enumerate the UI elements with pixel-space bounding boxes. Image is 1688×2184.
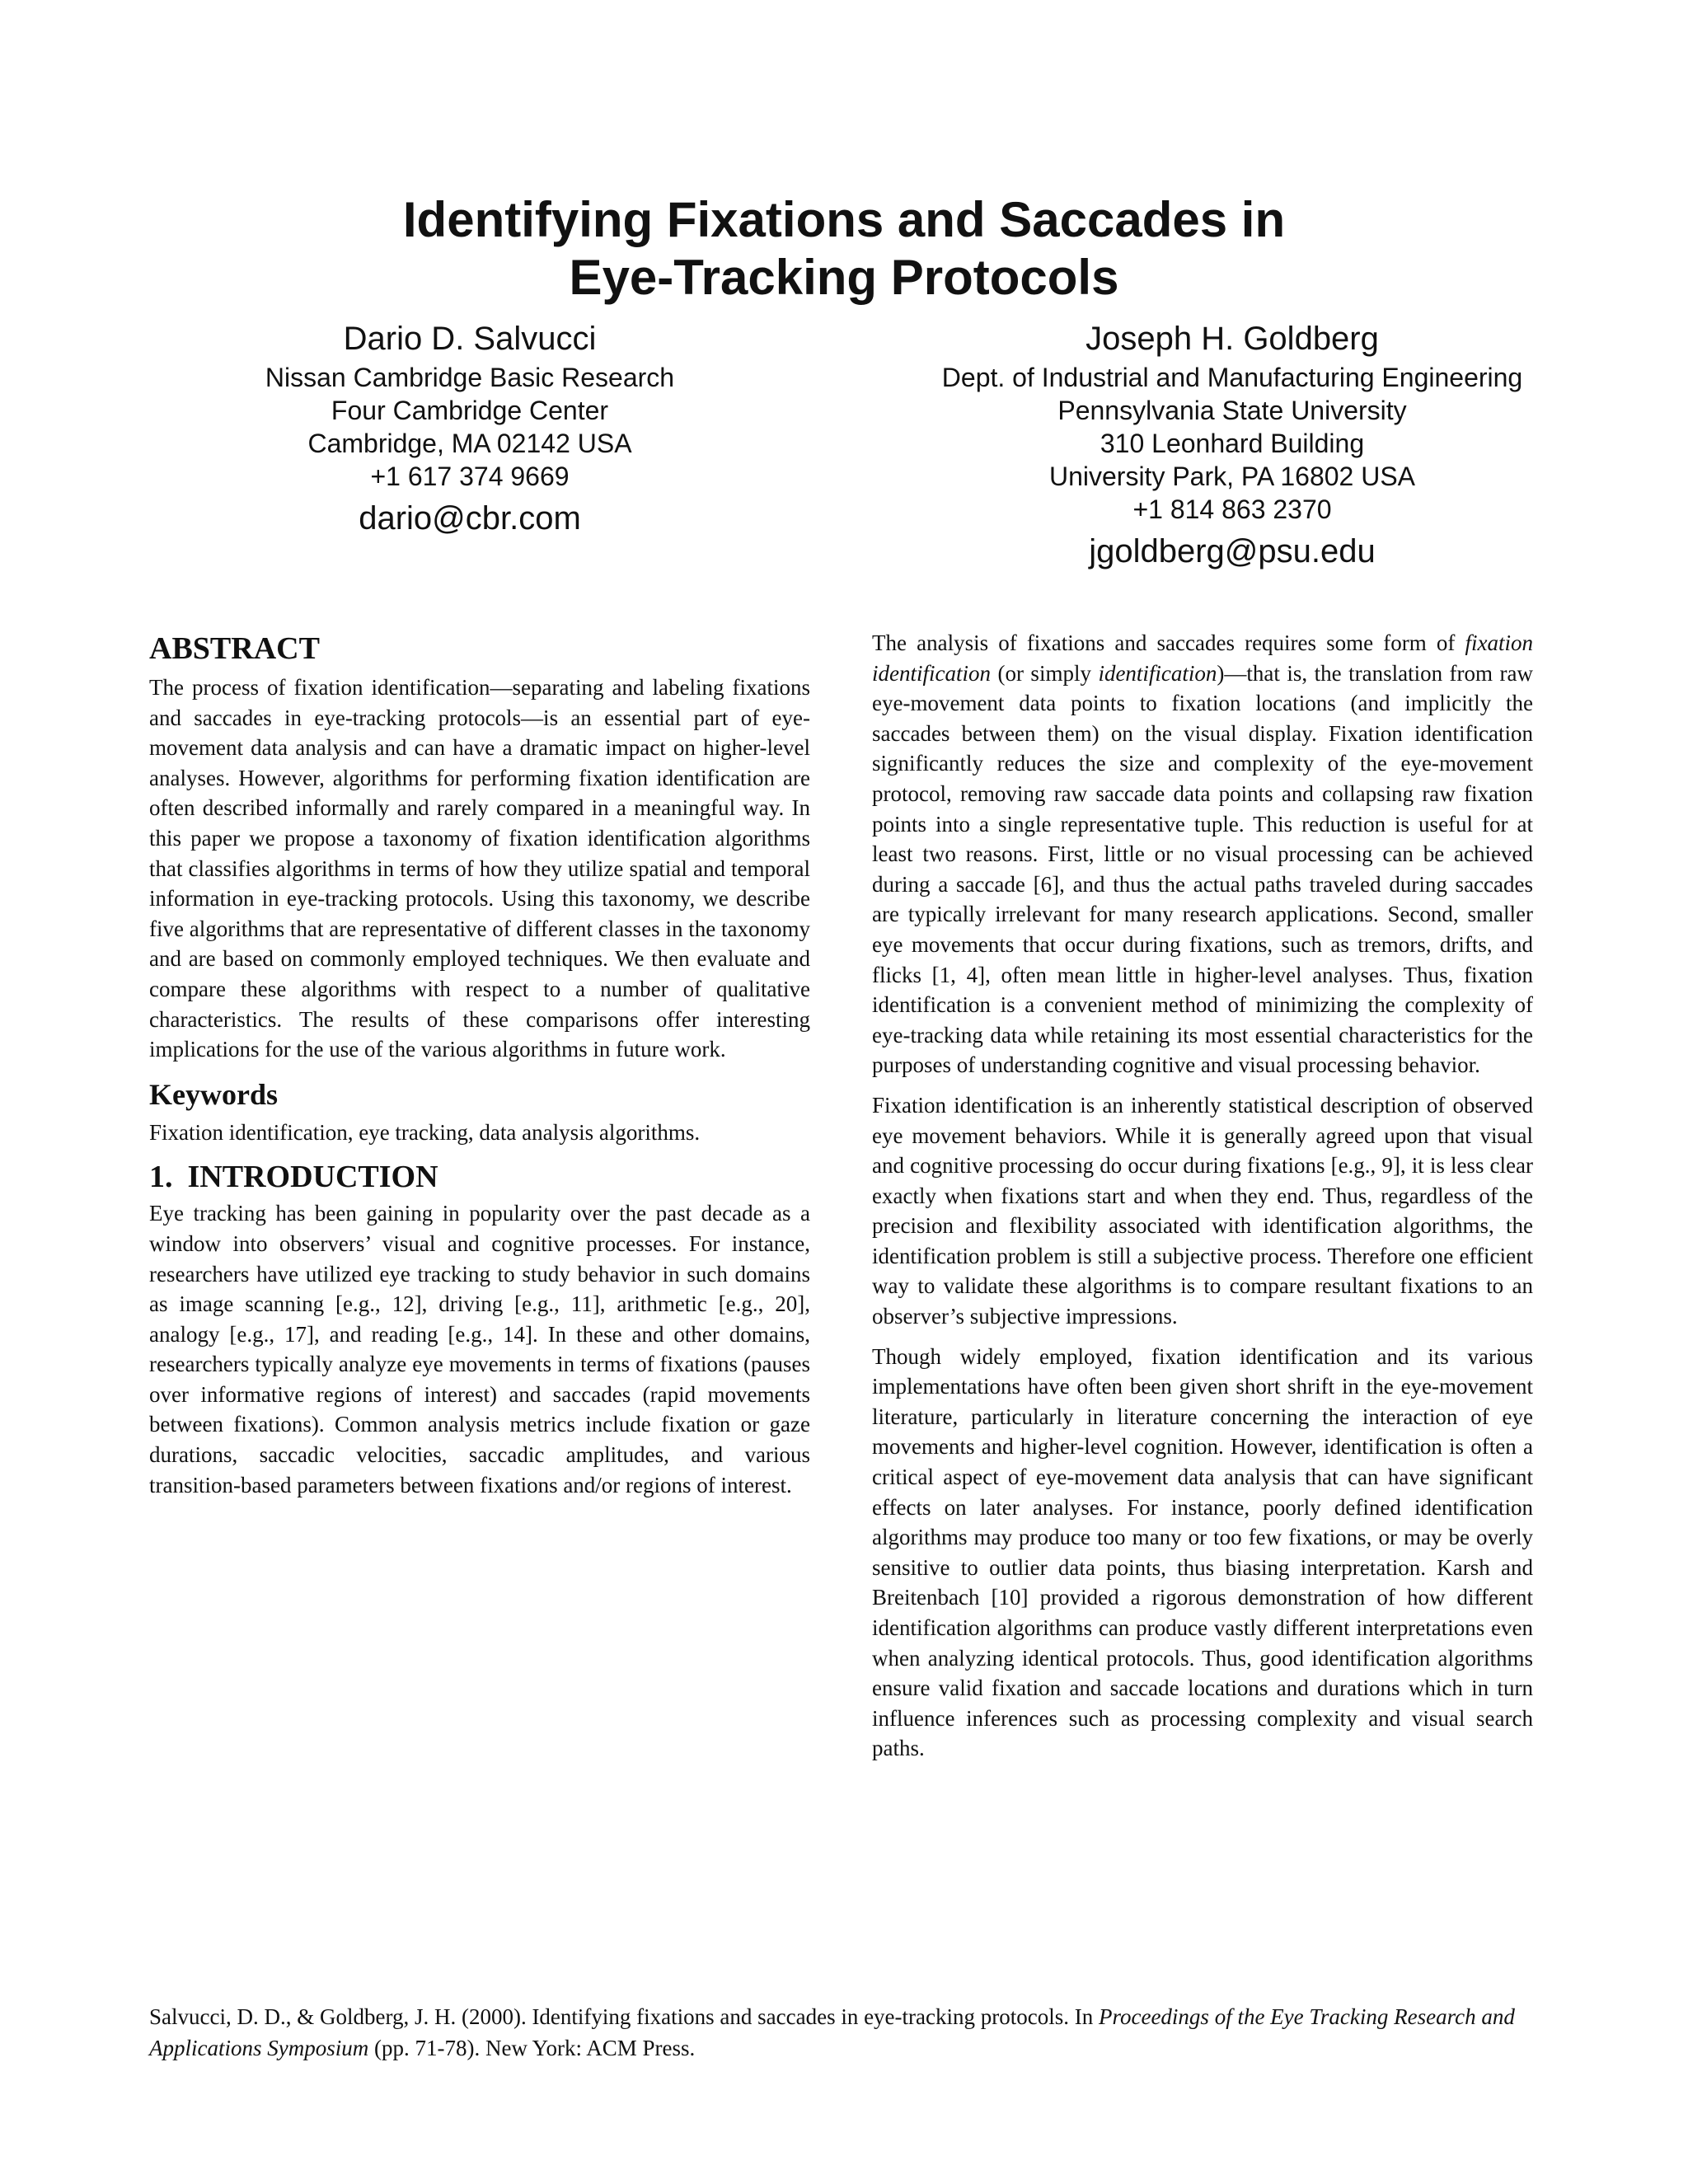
abstract-heading: ABSTRACT [149, 631, 320, 666]
author-affiliation-line: Pennsylvania State University [1057, 396, 1407, 425]
body-paragraph [872, 628, 1533, 1080]
author-phone: +1 814 863 2370 [1132, 494, 1332, 524]
keywords-text: Fixation identification, eye tracking, data analysis algorithms. [149, 1119, 701, 1145]
citation-text: (pp. 71-78). New York: ACM Press. [373, 2036, 696, 2060]
left-column [149, 628, 810, 1510]
paper-title [0, 191, 1688, 307]
author-affiliation-line: Four Cambridge Center [331, 396, 609, 425]
body-paragraph: Fixation identification is an inherently statistical description of observed eye movement behaviors. While it is generally agreed upon that visual and cognitive processing do occur during fixations [e.g., 9], it is less clear exactly when fixations start and when they end. Thus, regardless of the precision and flexibility associated with identification algorithms, the identification problem is still a subjective process. Therefore one efficient way to validate these algorithms is to compare resultant fixations to an observer’s subjective impressions. [872, 1092, 1533, 1329]
title-line-1: Identifying Fixations and Saccades in [402, 192, 1286, 247]
author-affiliation-line: Dept. of Industrial and Manufacturing Engineering [941, 363, 1523, 392]
paragraph-text: (or simply [997, 660, 1091, 686]
author-affiliation-line: Nissan Cambridge Basic Research [265, 363, 675, 392]
author-block-goldberg [861, 316, 1603, 572]
citation-text: Salvucci, D. D., & Goldberg, J. H. (2000). Identifying fixations and saccades in eye-tracking protocols. In [149, 2004, 1094, 2029]
title-line-2: Eye-Tracking Protocols [569, 250, 1119, 305]
author-affiliation-line: Cambridge, MA 02142 USA [307, 429, 632, 458]
author-affiliation-line: University Park, PA 16802 USA [1048, 462, 1416, 491]
author-block-salvucci [239, 316, 701, 539]
author-affiliation-line: 310 Leonhard Building [1100, 429, 1365, 458]
author-email: dario@cbr.com [359, 500, 581, 537]
author-name: Joseph H. Goldberg [1085, 321, 1379, 357]
abstract-text: The process of fixation identification—separating and labeling fixations and saccades in eye-tracking protocols—is an essential part of eye-movement data analysis and can have a dramatic impact on higher-level analyses. However, algorithms for performing fixation identification are often described informally and rarely compared in a meaningful way. In this paper we propose a taxonomy of fixation identification algorithms that classifies algorithms in terms of how they utilize spatial and temporal information in eye-tracking protocols. Using this taxonomy, we describe five algorithms that are representative of different classes in the taxonomy and are based on commonly employed techniques. We then evaluate and compare these algorithms with respect to a number of qualitative characteristics. The results of these comparisons offer interesting implications for the use of the various algorithms in future work. [149, 675, 810, 1062]
keywords-heading: Keywords [149, 1077, 278, 1111]
citation-footer [149, 2001, 1534, 2064]
citation-venue: Proceedings of the Eye Tracking Research and Applications Symposium [149, 2004, 1515, 2060]
author-email: jgoldberg@psu.edu [1089, 533, 1376, 569]
paragraph-text: The analysis of fixations and saccades requires some form of [872, 630, 1456, 655]
italic-term: fixation identification [872, 630, 1533, 686]
italic-term: identification [1098, 660, 1217, 686]
body-paragraph: Though widely employed, fixation identification and its various implementations have often been given short shrift in the eye-movement literature, particularly in literature concerning the interaction of eye movements and higher-level cognition. However, identification is often a critical aspect of eye-movement data analysis that can have significant effects on later analyses. For instance, poorly defined identification algorithms may produce too many or too few fixations, or may be overly sensitive to outlier data points, thus biasing interpretation. Karsh and Breitenbach [10] provided a rigorous demonstration of how different identification algorithms can produce vastly different interpretations even when analyzing identical protocols. Thus, good identification algorithms ensure valid fixation and saccade locations and durations which in turn influence inferences such as processing complexity and visual search paths. [872, 1343, 1533, 1761]
right-column [872, 628, 1533, 1774]
introduction-heading [149, 1157, 810, 1197]
paragraph-text: )—that is, the translation from raw eye-movement data points to fixation locations (and implicitly the saccades between them) on the visual display. Fixation identification significantly reduces the size and complexity of the eye-movement protocol, removing raw saccade data points and collapsing raw fixation points into a single representative tuple. This reduction is useful for at least two reasons. First, little or no visual processing can be achieved during a saccade [6], and thus the actual paths traveled during saccades are typically irrelevant for many research applications. Second, smaller eye movements that occur during fixations, such as tremors, drifts, and flicks [1, 4], often mean little in higher-level analyses. Thus, fixation identification is a convenient method of minimizing the complexity of eye-tracking data while retaining its most essential characteristics for the purposes of understanding cognitive and visual processing behavior. [872, 660, 1533, 1078]
section-title: INTRODUCTION [187, 1160, 438, 1195]
section-number: 1. [149, 1160, 173, 1195]
introduction-paragraph: Eye tracking has been gaining in popularity over the past decade as a window into observers’ visual and cognitive processes. For instance, researchers have utilized eye tracking to study behavior in such domains as image scanning [e.g., 12], driving [e.g., 11], arithmetic [e.g., 20], analogy [e.g., 17], and reading [e.g., 14]. In these and other domains, researchers typically analyze eye movements in terms of fixations (pauses over informative regions of interest) and saccades (rapid movements between fixations). Common analysis metrics include fixation or gaze durations, saccadic velocities, saccadic amplitudes, and various transition-based parameters between fixations and/or regions of interest. [149, 1201, 810, 1497]
author-phone: +1 617 374 9669 [370, 462, 570, 491]
author-name: Dario D. Salvucci [343, 321, 597, 357]
